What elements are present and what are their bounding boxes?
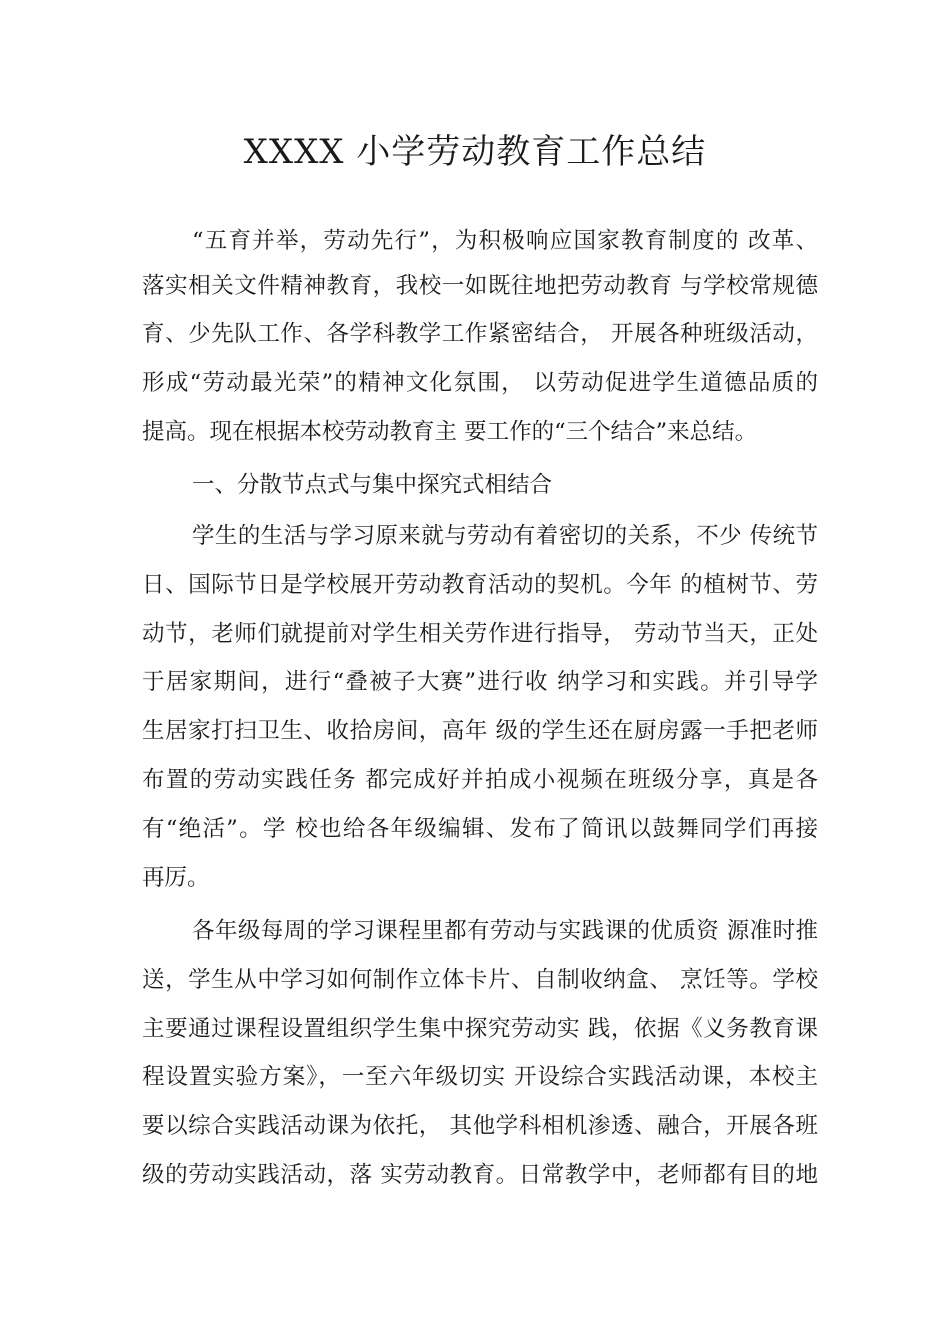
- paragraph-line: 育、少先队工作、各学科教学工作紧密结合， 开展各种班级活动，: [142, 321, 818, 347]
- paragraph-line: 形成“劳动最光荣”的精神文化氛围， 以劳动促进学生道德品质的: [142, 370, 818, 396]
- paragraph-line: 有“绝活”。学 校也给各年级编辑、发布了简讯以鼓舞同学们再接: [142, 816, 818, 842]
- paragraph-line: 动节，老师们就提前对学生相关劳作进行指导， 劳动节当天，正处: [142, 621, 818, 647]
- paragraph-line: 再厉。: [142, 865, 210, 891]
- paragraph-line: 程设置实验方案》，一至六年级切实 开设综合实践活动课，本校主: [142, 1064, 818, 1090]
- paragraph-line: 要以综合实践活动课为依托， 其他学科相机渗透、融合，开展各班: [142, 1113, 818, 1139]
- paragraph-line: 落实相关文件精神教育，我校一如既往地把劳动教育 与学校常规德: [142, 273, 818, 299]
- paragraph-line: 日、国际节日是学校展开劳动教育活动的契机。今年 的植树节、劳: [142, 572, 818, 598]
- paragraph-line: 生居家打扫卫生、收拾房间，高年 级的学生还在厨房露一手把老师: [142, 718, 818, 744]
- section-heading: 一、分散节点式与集中探究式相结合: [192, 472, 553, 498]
- document-title: XXXX 小学劳动教育工作总结: [243, 132, 707, 172]
- paragraph-line: 级的劳动实践活动，落 实劳动教育。日常教学中，老师都有目的地: [142, 1162, 818, 1188]
- paragraph-line: 于居家期间，进行“叠被子大赛”进行收 纳学习和实践。并引导学: [142, 669, 818, 695]
- paragraph-line: 布置的劳动实践任务 都完成好并拍成小视频在班级分享，真是各: [142, 767, 818, 793]
- paragraph-line: 送，学生从中学习如何制作立体卡片、自制收纳盒、 烹饪等。学校: [142, 967, 818, 993]
- paragraph-line: “五育并举，劳动先行”，为积极响应国家教育制度的 改革、: [192, 228, 818, 254]
- paragraph-line: 主要通过课程设置组织学生集中探究劳动实 践，依据《义务教育课: [142, 1016, 818, 1042]
- paragraph-line: 学生的生活与学习原来就与劳动有着密切的关系，不少 传统节: [192, 523, 818, 549]
- paragraph-line: 各年级每周的学习课程里都有劳动与实践课的优质资 源准时推: [192, 918, 818, 944]
- paragraph-line: 提高。现在根据本校劳动教育主 要工作的“三个结合”来总结。: [142, 419, 758, 445]
